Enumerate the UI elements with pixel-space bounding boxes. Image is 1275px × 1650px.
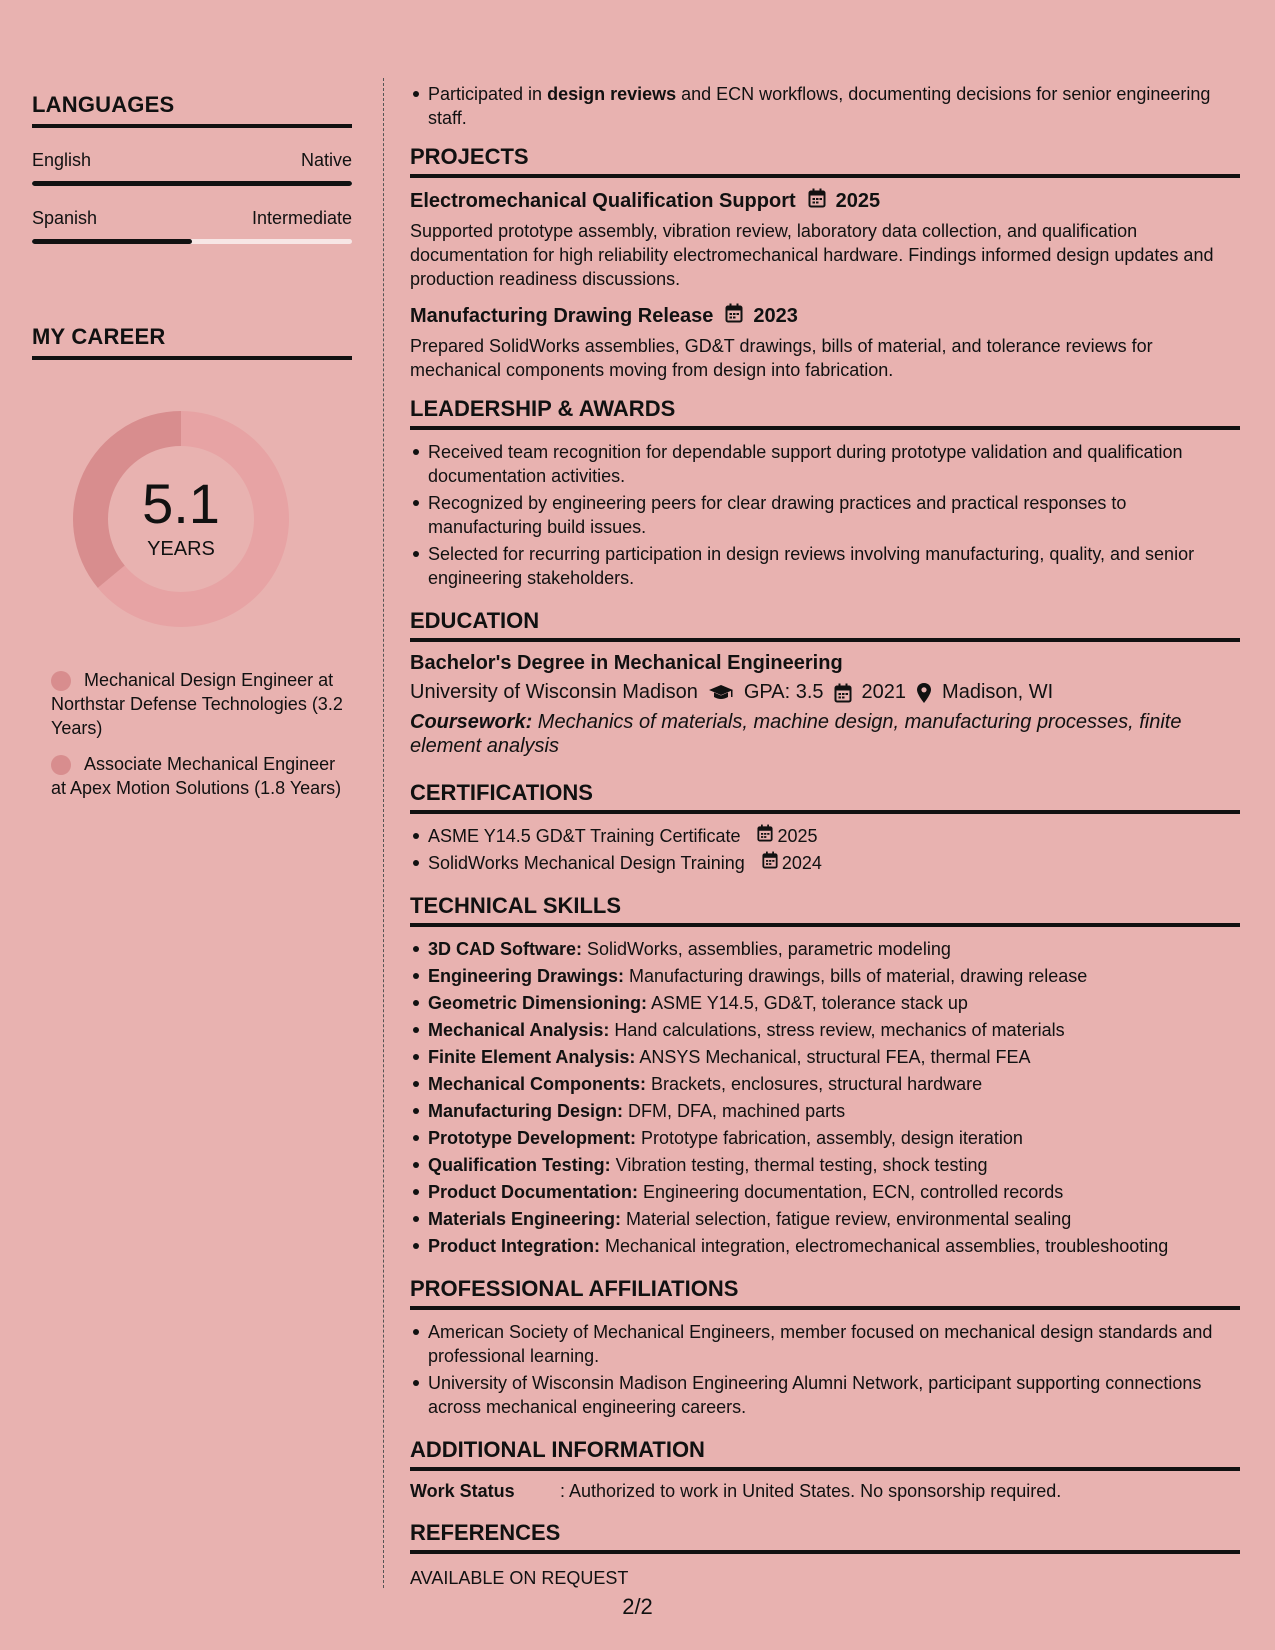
leadership-item: Selected for recurring participation in design reviews involving manufacturing, quality, and senior engineering stakeholders. <box>410 542 1240 590</box>
skill-label: Finite Element Analysis: <box>428 1047 636 1067</box>
skill-label: Manufacturing Design: <box>428 1101 624 1121</box>
project-name: Electromechanical Qualification Support <box>410 189 796 212</box>
skill-label: Mechanical Analysis: <box>428 1020 610 1040</box>
page-number: 2/2 <box>622 1594 653 1619</box>
bullet-bold-text: design reviews <box>547 84 677 104</box>
skill-item <box>410 1018 1240 1042</box>
skill-label: Product Integration: <box>428 1236 600 1256</box>
calendar-icon <box>834 683 852 703</box>
skill-label: Mechanical Components: <box>428 1074 647 1094</box>
project-name: Manufacturing Drawing Release <box>410 304 714 327</box>
language-item-english <box>32 150 352 186</box>
career-total-unit: YEARS <box>147 538 215 560</box>
skill-item <box>410 1045 1240 1069</box>
skill-value: Hand calculations, stress review, mechanics of materials <box>609 1020 1065 1040</box>
skill-item <box>410 1072 1240 1096</box>
education-title: EDUCATION <box>410 608 1240 642</box>
legend-dot <box>51 755 71 775</box>
skill-value: Brackets, enclosures, structural hardware <box>646 1074 983 1094</box>
skill-label: Materials Engineering: <box>428 1209 622 1229</box>
project-year: 2025 <box>835 189 881 212</box>
certification-item <box>410 824 1240 848</box>
left-column <box>32 92 352 812</box>
projects-title: PROJECTS <box>410 144 1240 178</box>
work-status-label: Work Status <box>410 1481 515 1501</box>
additional-title: ADDITIONAL INFORMATION <box>410 1437 1240 1471</box>
certification-year: 2024 <box>781 853 822 873</box>
education-gpa: GPA: 3.5 <box>743 681 824 703</box>
career-total-years: 5.1 <box>142 472 220 535</box>
coursework-text: Mechanics of materials, machine design, manufacturing processes, finite element analysis <box>410 711 1182 757</box>
skill-value: ASME Y14.5, GD&T, tolerance stack up <box>647 993 968 1013</box>
affiliation-item: University of Wisconsin Madison Engineering Alumni Network, participant supporting connections across mechanical engineering careers. <box>410 1371 1240 1419</box>
skills-list <box>410 937 1240 1258</box>
project-year: 2023 <box>753 304 798 327</box>
references-text: AVAILABLE ON REQUEST <box>410 1568 629 1588</box>
language-name: Spanish <box>32 208 98 228</box>
work-status-value: : Authorized to work in United States. No sponsorship required. <box>560 1481 1062 1501</box>
bullet-text: and ECN workflows, documenting decisions for senior engineering staff. <box>428 84 1211 128</box>
skill-label: Prototype Development: <box>428 1128 637 1148</box>
references-title: REFERENCES <box>410 1520 1240 1554</box>
project-description: Supported prototype assembly, vibration review, laboratory data collection, and qualification documentation for high reliability electromechanical hardware. Findings informed design updates and production readiness discussions. <box>410 221 1214 289</box>
leadership-title: LEADERSHIP & AWARDS <box>410 396 1240 430</box>
skill-value: SolidWorks, assemblies, parametric modeling <box>582 939 951 959</box>
affiliation-item: American Society of Mechanical Engineers, member focused on mechanical design standards and professional learning. <box>410 1320 1240 1368</box>
location-pin-icon <box>916 682 932 704</box>
education-location: Madison, WI <box>942 681 1054 703</box>
skill-value: ANSYS Mechanical, structural FEA, thermal FEA <box>635 1047 1031 1067</box>
skill-item <box>410 1099 1240 1123</box>
affiliations-title: PROFESSIONAL AFFILIATIONS <box>410 1276 1240 1310</box>
language-level: Intermediate <box>251 208 352 228</box>
column-divider <box>383 78 384 1588</box>
education-school: University of Wisconsin Madison <box>410 681 698 703</box>
language-level-fill <box>32 239 192 244</box>
skill-item <box>410 937 1240 961</box>
experience-bullet <box>410 82 1240 130</box>
language-level: Native <box>300 150 352 170</box>
work-status-row <box>410 1481 1240 1502</box>
skill-value: Vibration testing, thermal testing, shock testing <box>610 1155 988 1175</box>
project-item <box>410 188 1240 291</box>
language-level-bar <box>32 181 352 186</box>
certification-name: ASME Y14.5 GD&T Training Certificate <box>428 826 741 846</box>
coursework-label: Coursework: <box>410 711 533 733</box>
calendar-icon <box>808 188 826 214</box>
calendar-icon <box>725 303 743 329</box>
career-legend-item <box>51 752 352 800</box>
skill-item <box>410 991 1240 1015</box>
education-year: 2021 <box>861 681 907 703</box>
certifications-title: CERTIFICATIONS <box>410 780 1240 814</box>
skill-label: Qualification Testing: <box>428 1155 611 1175</box>
skill-value: Manufacturing drawings, bills of material, drawing release <box>624 966 1088 986</box>
career-legend <box>32 668 352 800</box>
skill-value: Material selection, fatigue review, environmental sealing <box>621 1209 1072 1229</box>
skill-item <box>410 1180 1240 1204</box>
education-degree: Bachelor's Degree in Mechanical Engineering <box>410 652 843 674</box>
skill-value: Engineering documentation, ECN, controlled records <box>638 1182 1064 1202</box>
language-name: English <box>32 150 92 170</box>
certification-item <box>410 851 1240 875</box>
education-coursework <box>410 710 1240 758</box>
language-level-fill <box>32 181 352 186</box>
legend-dot <box>51 671 71 691</box>
language-item-spanish <box>32 208 352 244</box>
skill-item <box>410 1126 1240 1150</box>
bullet-text: Participated in <box>428 84 548 104</box>
language-level-bar <box>32 239 352 244</box>
career-legend-item <box>51 668 352 740</box>
career-legend-label: Associate Mechanical Engineer at Apex Motion Solutions (1.8 Years) <box>51 754 342 798</box>
skill-value: DFM, DFA, machined parts <box>623 1101 846 1121</box>
certification-year: 2025 <box>777 826 818 846</box>
certifications-list <box>410 824 1240 875</box>
skill-item <box>410 1234 1240 1258</box>
skill-value: Prototype fabrication, assembly, design iteration <box>636 1128 1023 1148</box>
languages-title: LANGUAGES <box>32 92 352 128</box>
leadership-item: Received team recognition for dependable support during prototype validation and qualification documentation activities. <box>410 440 1240 488</box>
education-details <box>410 681 1240 704</box>
career-legend-label: Mechanical Design Engineer at Northstar Defense Technologies (3.2 Years) <box>51 670 343 738</box>
experience-bullets <box>410 82 1240 130</box>
skill-item <box>410 1153 1240 1177</box>
right-column <box>410 80 1240 1589</box>
calendar-icon <box>757 824 773 848</box>
project-description: Prepared SolidWorks assemblies, GD&T drawings, bills of material, and tolerance reviews for mechanical components moving from design into fabrication. <box>410 336 1153 380</box>
calendar-icon <box>762 851 778 875</box>
skill-value: Mechanical integration, electromechanical assemblies, troubleshooting <box>600 1236 1169 1256</box>
affiliations-list <box>410 1320 1240 1419</box>
skill-label: 3D CAD Software: <box>428 939 583 959</box>
skill-item <box>410 1207 1240 1231</box>
leadership-list <box>410 440 1240 590</box>
graduation-cap-icon <box>708 684 734 702</box>
certification-name: SolidWorks Mechanical Design Training <box>428 853 745 873</box>
leadership-item: Recognized by engineering peers for clear drawing practices and practical responses to manufacturing build issues. <box>410 491 1240 539</box>
project-item <box>410 303 1240 382</box>
career-donut-chart <box>66 404 296 634</box>
skills-title: TECHNICAL SKILLS <box>410 893 1240 927</box>
skill-label: Engineering Drawings: <box>428 966 625 986</box>
skill-label: Geometric Dimensioning: <box>428 993 648 1013</box>
skill-item <box>410 964 1240 988</box>
skill-label: Product Documentation: <box>428 1182 638 1202</box>
career-title: MY CAREER <box>32 324 352 360</box>
